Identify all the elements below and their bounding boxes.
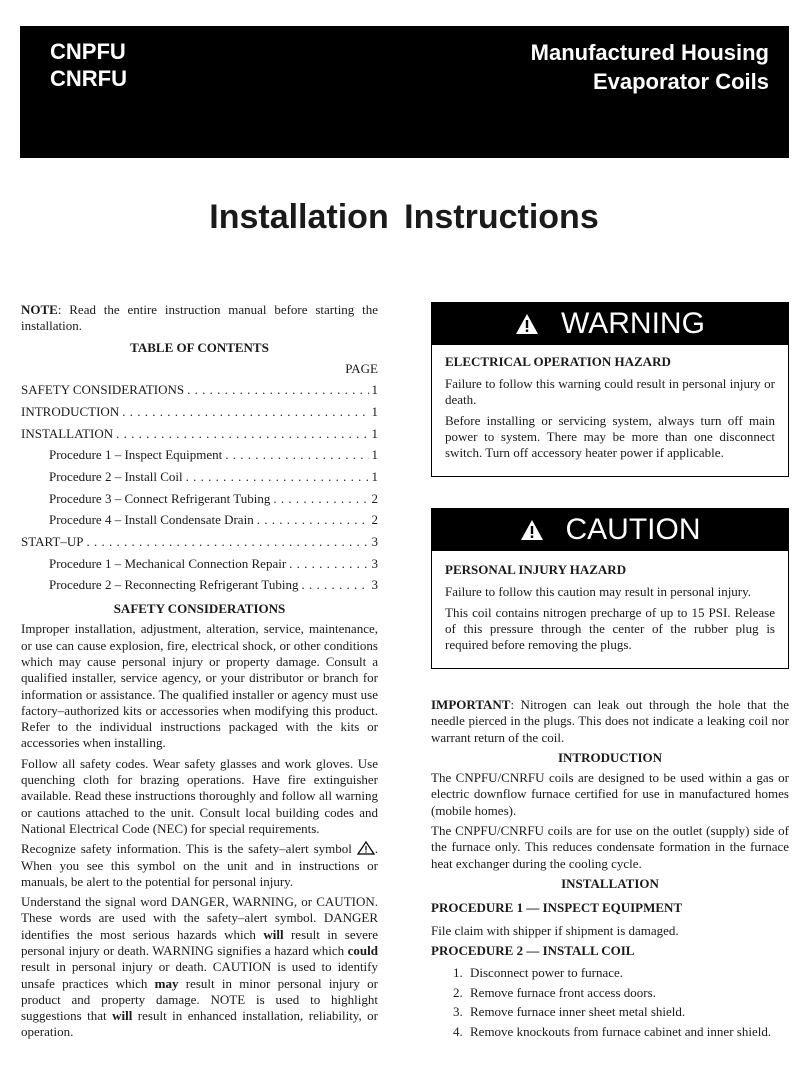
step-text: Disconnect power to furnace. — [470, 965, 624, 981]
toc-entry-label: START–UP — [21, 534, 84, 549]
toc-entry-install-coil[interactable] — [21, 469, 378, 491]
header-banner — [20, 26, 789, 158]
safety-text: Understand the signal word DANGER, WARNING, or CAUTION. These words are used with the safety–alert symbol. DANGER identifies the most serious hazards which — [21, 894, 378, 942]
toc-entry-page: 3 — [371, 534, 378, 549]
toc-entry-page: 1 — [371, 403, 378, 419]
toc-entry-safety[interactable] — [21, 382, 378, 404]
toc-entry-label: Procedure 4 – Install Condensate Drain — [49, 512, 254, 528]
model-number: CNRFU — [50, 66, 127, 91]
toc-leader-dots — [225, 447, 368, 463]
toc-page-label: PAGE — [345, 360, 378, 376]
step-number: 1. — [453, 965, 463, 981]
warning-body — [432, 345, 788, 476]
toc-leader-dots — [257, 512, 369, 528]
important-text: : Nitrogen can leak out through the hole that the needle pierced in the plugs. This does not indicate a leaking coil nor warrant return of the coil. — [431, 697, 789, 745]
toc-leader-dots — [186, 469, 369, 485]
toc-entry-label: INTRODUCTION — [21, 403, 120, 419]
procedure-2-heading: PROCEDURE 2 — INSTALL COIL — [431, 942, 635, 958]
toc-entry-reconnecting-tubing[interactable] — [21, 577, 378, 599]
safety-text: . When you see this symbol on the unit and in instructions or manuals, be alert to the potential for personal injury. — [21, 841, 378, 889]
toc-entry-mechanical-repair[interactable] — [21, 556, 378, 578]
install-coil-steps — [431, 965, 789, 1043]
important-paragraph — [431, 697, 789, 746]
warning-box — [431, 302, 789, 477]
procedure-1-heading: PROCEDURE 1 — INSPECT EQUIPMENT — [431, 900, 683, 916]
caution-alert-icon — [520, 519, 544, 541]
safety-paragraph: Follow all safety codes. Wear safety glasses and work gloves. Use quenching cloth for brazing operations. Have fire extinguisher available. Read these instructions thoroughly and follow all warning or cautions attached to the unit. Consult local building codes and National Electrical Code (NEC) for special requirements. — [21, 755, 378, 836]
caution-banner — [432, 509, 788, 551]
toc-leader-dots — [122, 404, 368, 420]
note-paragraph — [21, 302, 378, 335]
note-label: NOTE — [21, 302, 58, 317]
caution-box — [431, 508, 789, 669]
table-of-contents — [21, 382, 378, 599]
toc-entry-label: Procedure 2 – Install Coil — [49, 468, 183, 484]
safety-paragraph — [21, 841, 378, 890]
safety-paragraph: Improper installation, adjustment, alteration, service, maintenance, or use can cause explosion, fire, electrical shock, or other conditions which may cause personal injury or property damage. Consult a qualified installer, service agency, or your distributor or branch for information or assistance. The qualified installer or agency must use factory–authorized kits or accessories when modifying this product. Refer to the individual instructions packaged with the kits or accessories when installing. — [21, 621, 378, 751]
toc-entry-label: Procedure 2 – Reconnecting Refrigerant Tubing — [49, 577, 299, 593]
toc-leader-dots — [86, 534, 368, 550]
list-item — [453, 965, 789, 985]
step-number: 2. — [453, 984, 463, 1000]
toc-leader-dots — [301, 577, 368, 593]
caution-body — [432, 551, 788, 668]
important-label: IMPORTANT — [431, 697, 511, 712]
toc-title: TABLE OF CONTENTS — [130, 339, 269, 355]
product-name-line: Evaporator Coils — [592, 69, 769, 94]
warning-word: WARNING — [561, 306, 705, 340]
right-column — [431, 302, 789, 1043]
left-column — [21, 302, 378, 1045]
list-item — [453, 1004, 789, 1024]
toc-entry-installation[interactable] — [21, 426, 378, 448]
toc-entry-page: 1 — [371, 447, 378, 463]
safety-heading: SAFETY CONSIDERATIONS — [113, 601, 286, 617]
product-name-line: Manufactured Housing — [530, 40, 769, 65]
product-name — [531, 38, 769, 96]
toc-entry-label: INSTALLATION — [21, 425, 114, 441]
caution-heading: PERSONAL INJURY HAZARD — [445, 562, 627, 577]
safety-alert-icon — [357, 841, 375, 855]
caution-word: CAUTION — [565, 512, 701, 546]
step-text: Remove furnace front access doors. — [470, 984, 656, 1000]
toc-entry-page: 3 — [371, 577, 378, 593]
warning-heading: ELECTRICAL OPERATION HAZARD — [445, 354, 671, 369]
emphasis: could — [347, 943, 378, 958]
warning-alert-icon — [515, 313, 539, 335]
model-number: CNPFU — [50, 39, 126, 64]
toc-entry-page: 1 — [371, 468, 378, 484]
safety-text: result in enhanced installation, reliability, or operation. — [21, 1008, 379, 1040]
toc-entry-page: 2 — [371, 490, 378, 506]
toc-leader-dots — [116, 426, 368, 442]
step-number: 4. — [453, 1023, 463, 1039]
toc-entry-label: Procedure 1 – Inspect Equipment — [49, 447, 223, 463]
list-item — [453, 985, 789, 1005]
toc-leader-dots — [187, 382, 368, 398]
document-title: Installation Instructions — [209, 198, 599, 236]
safety-text: result in severe personal injury or death. WARNING signifies a hazard which — [21, 926, 378, 958]
toc-entry-page: 1 — [371, 425, 378, 441]
toc-entry-page: 3 — [371, 555, 378, 571]
caution-text: Failure to follow this caution may result in personal injury. — [445, 584, 752, 599]
toc-entry-inspect-equipment[interactable] — [21, 447, 378, 469]
toc-entry-start-up[interactable] — [21, 534, 378, 556]
introduction-paragraph: The CNPFU/CNRFU coils are for use on the outlet (supply) side of the furnace only. This reduces condensate formation in the furnace heat exchanger during the cooling cycle. — [431, 823, 789, 871]
safety-text: result in personal injury or death. CAUTION is used to identify unsafe practices which — [21, 959, 378, 991]
warning-banner — [432, 303, 788, 345]
toc-entry-introduction[interactable] — [21, 404, 378, 426]
emphasis: will — [112, 1008, 133, 1024]
toc-entry-label: SAFETY CONSIDERATIONS — [21, 382, 185, 398]
toc-entry-label: Procedure 1 – Mechanical Connection Repair — [49, 555, 287, 571]
toc-entry-page: 2 — [371, 512, 378, 528]
emphasis: may — [154, 975, 179, 991]
safety-text: Recognize safety information. This is the safety–alert symbol — [21, 841, 352, 857]
toc-leader-dots — [273, 491, 368, 507]
toc-leader-dots — [289, 556, 368, 572]
toc-entry-connect-tubing[interactable] — [21, 491, 378, 513]
introduction-heading: INTRODUCTION — [557, 749, 662, 765]
note-text: : Read the entire instruction manual before starting the installation. — [21, 302, 378, 334]
step-number: 3. — [453, 1004, 463, 1020]
emphasis: will — [263, 926, 284, 942]
procedure-1-text: File claim with shipper if shipment is damaged. — [431, 922, 679, 938]
step-text: Remove furnace inner sheet metal shield. — [470, 1004, 686, 1020]
toc-entry-page: 1 — [371, 382, 378, 398]
installation-heading: INSTALLATION — [561, 875, 659, 891]
warning-text: Before installing or servicing system, always turn off main power to system. There may be more than one disconnect switch. Turn off accessory heater power if applicable. — [445, 413, 775, 460]
list-item — [453, 1024, 789, 1044]
step-text: Remove knockouts from furnace cabinet and inner shield. — [470, 1023, 772, 1039]
safety-paragraph — [21, 894, 378, 1041]
toc-entry-label: Procedure 3 – Connect Refrigerant Tubing — [49, 490, 271, 506]
safety-text: result in minor personal injury or product and property damage. NOTE is used to highlight suggestions that — [21, 975, 378, 1024]
introduction-paragraph: The CNPFU/CNRFU coils are designed to be used within a gas or electric downflow furnace certified for use in manufactured homes (mobile homes). — [431, 770, 789, 818]
warning-text: Failure to follow this warning could result in personal injury or death. — [445, 376, 775, 407]
toc-entry-condensate-drain[interactable] — [21, 512, 378, 534]
caution-text: This coil contains nitrogen precharge of up to 15 PSI. Release of this pressure through the center of the rubber plug is required before removing the plugs. — [445, 605, 775, 652]
model-numbers — [50, 38, 127, 92]
